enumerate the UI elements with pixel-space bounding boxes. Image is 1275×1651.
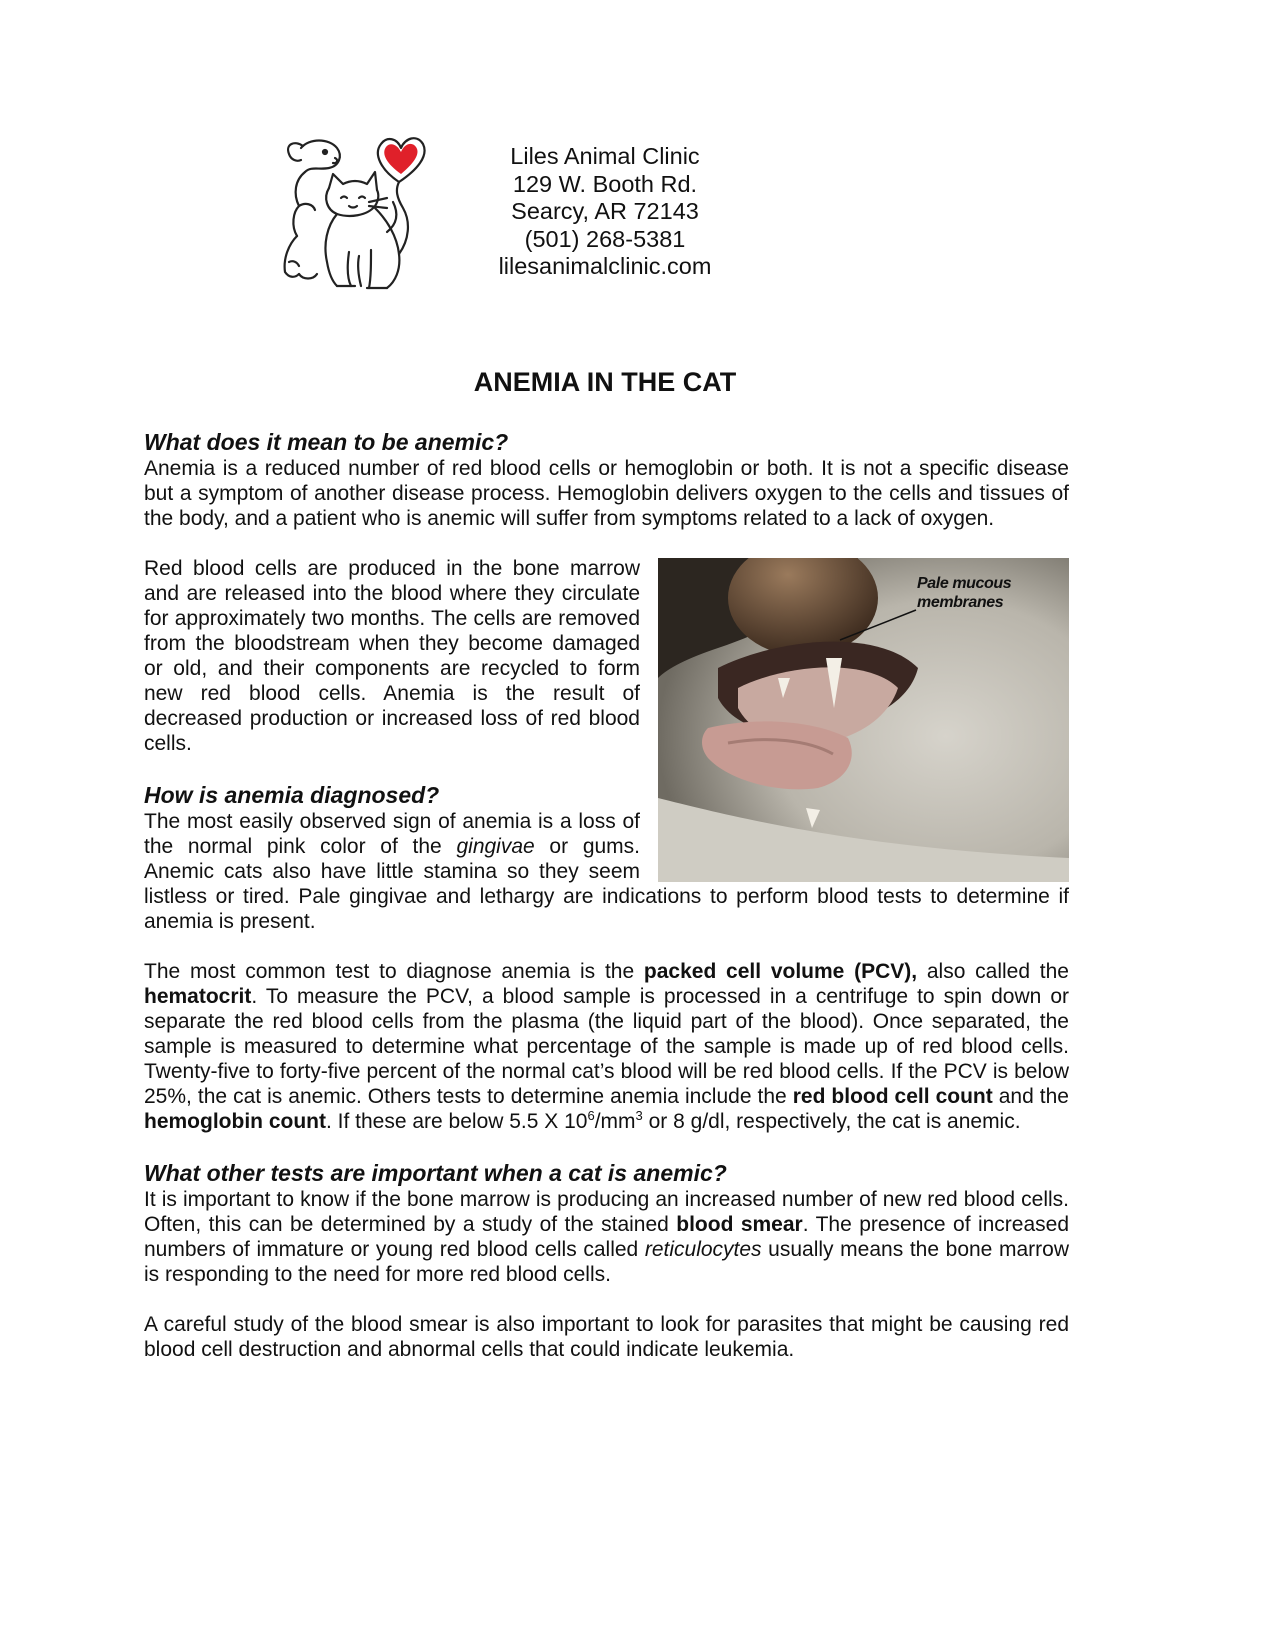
clinic-name: Liles Animal Clinic [510, 143, 700, 169]
text-span: The most common test to diagnose anemia is the [144, 960, 644, 983]
text-span: . To measure the PCV, a blood sample is processed in a centrifuge to spin down or separate the red blood cells from the plasma (the liquid part of the blood). Once separated, the sample is measured to determine what percentage of the sample is made up of red blood cells. Twenty-five to forty-five percent of the normal cat’s blood will be red blood cells. If the PCV is below 25%, the cat is anemic. Others tests to determine anemia include the [144, 985, 1069, 1108]
section-heading-diagnosed: How is anemia diagnosed? [144, 782, 440, 808]
paragraph-red-blood-cells: Red blood cells are produced in the bone marrow and are released into the blood where they circulate for approximately two months. The cells are removed from the bloodstream when they become damaged or old, and their components are recycled to form new red blood cells. Anemia is the result of decreased production or increased loss of red blood cells. [144, 557, 640, 755]
clinic-website: lilesanimalclinic.com [498, 253, 712, 279]
term-blood-smear: blood smear [676, 1213, 803, 1236]
term-hematocrit: hematocrit [144, 985, 252, 1008]
paragraph-parasites: A careful study of the blood smear is also important to look for parasites that might be causing red blood cell destruction and abnormal cells that could indicate leukemia. [144, 1313, 1069, 1361]
text-span: It is important to know if the bone marrow is producing an increased number of new red blood cells. Often, this can be determined by a study of the stained [144, 1188, 1069, 1236]
clinic-phone: (501) 268-5381 [524, 225, 686, 252]
text-span: . If these are below 5.5 X 10 [325, 1110, 588, 1133]
term-pcv: packed cell volume (PCV), [643, 960, 918, 983]
dog-cat-heart-icon [275, 132, 435, 294]
section-heading-anemic: What does it mean to be anemic? [144, 429, 509, 455]
text-span: /mm [594, 1110, 636, 1133]
section-heading-other-tests: What other tests are important when a cat is anemic? [144, 1160, 727, 1186]
clinic-contact [455, 143, 755, 281]
paragraph-blood-smear [144, 1187, 1069, 1287]
term-gingivae: gingivae [456, 835, 535, 858]
clinic-address: 129 W. Booth Rd. [512, 170, 698, 197]
superscript: 3 [635, 1108, 643, 1123]
term-hemoglobin-count: hemoglobin count [144, 1110, 326, 1133]
text-span: usually means the bone marrow is responding to the need for more red blood cells. [144, 1238, 1069, 1286]
text-span: or gums. Anemic cats also have little stamina so they seem listless or tired. Pale gingivae and lethargy are indications to perform blood tests to determine if anemia is present. [144, 835, 1069, 933]
paragraph-anemia-definition: Anemia is a reduced number of red blood cells or hemoglobin or both. It is not a specific disease but a symptom of another disease process. Hemoglobin delivers oxygen to the cells and tissues of the body, and a patient who is anemic will suffer from symptoms related to a lack of oxygen. [144, 457, 1069, 530]
paragraph-pcv-test [144, 959, 1069, 1134]
clinic-logo [275, 132, 435, 294]
photo-caption [917, 574, 1011, 612]
article-body [144, 428, 1069, 1387]
superscript: 6 [587, 1108, 595, 1123]
pale-gums-photo [658, 558, 1069, 882]
photo-caption-line2: membranes [917, 594, 1004, 611]
photo-caption-line1: Pale mucous [917, 575, 1012, 592]
text-span: or 8 g/dl, respectively, the cat is anemic. [642, 1110, 1021, 1133]
term-reticulocytes: reticulocytes [644, 1238, 762, 1261]
text-span: . The presence of increased numbers of immature or young red blood cells called [144, 1213, 1069, 1261]
text-span: also called the [917, 960, 1069, 983]
page-title: ANEMIA IN THE CAT [473, 367, 737, 397]
clinic-city: Searcy, AR 72143 [511, 198, 699, 224]
text-span: and the [992, 1085, 1069, 1108]
text-span: The most easily observed sign of anemia is a loss of the normal pink color of the [144, 810, 640, 858]
term-rbc-count: red blood cell count [792, 1085, 993, 1108]
